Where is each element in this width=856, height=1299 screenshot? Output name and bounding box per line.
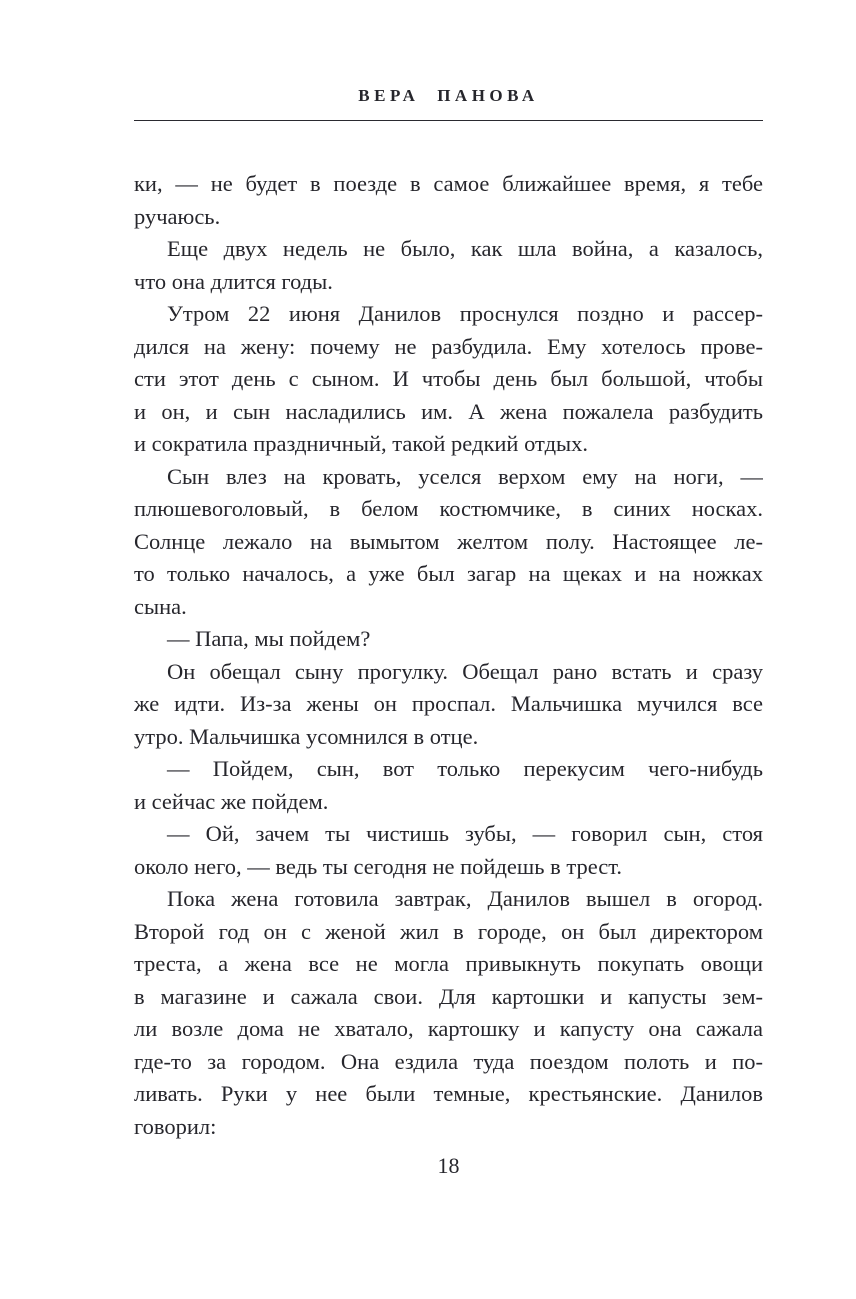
text-line: что она длится годы. (134, 268, 333, 294)
text-line: и сократила праздничный, такой редкий отдых. (134, 431, 589, 456)
text-line: треста, а жена все не могла привыкнуть покупать овощи (134, 951, 763, 976)
text-line: плюшевоголовый, в белом костюмчике, в синих носках. (134, 496, 763, 521)
paragraph (134, 753, 763, 818)
paragraph (134, 883, 763, 1143)
page-number: 18 (437, 1153, 460, 1178)
text-line: ки, — не будет в поезде в самое ближайшее время, я тебе (134, 171, 763, 196)
text-line: и сейчас же пойдем. (134, 788, 329, 814)
text-line: около него, — ведь ты сегодня не пойдешь в трест. (134, 853, 623, 879)
running-header (134, 86, 763, 106)
text-line: Пока жена готовила завтрак, Данилов вышел в огород. (167, 886, 763, 911)
paragraph (134, 623, 763, 656)
text-line: Солнце лежало на вымытом желтом полу. Настоящее ле- (134, 528, 763, 554)
page-body (134, 168, 763, 1143)
text-line: Сын влез на кровать, уселся верхом ему на ноги, — (167, 463, 763, 489)
text-line: — Папа, мы пойдем? (167, 626, 371, 651)
text-line: говорил: (134, 1113, 217, 1139)
text-line: утро. Мальчишка усомнился в отце. (134, 723, 479, 749)
text-line: — Ой, зачем ты чистишь зубы, — говорил сын, стоя (167, 821, 763, 846)
text-line: Он обещал сыну прогулку. Обещал рано встать и сразу (167, 658, 763, 684)
header-rule (134, 120, 763, 121)
text-line: же идти. Из-за жены он проспал. Мальчишка мучился все (134, 691, 763, 716)
text-line: сти этот день с сыном. И чтобы день был большой, чтобы (134, 366, 763, 391)
paragraph (134, 818, 763, 883)
paragraph (134, 656, 763, 754)
paragraph (134, 233, 763, 298)
paragraph (134, 298, 763, 461)
text-line: ливать. Руки у нее были темные, крестьянские. Данилов (134, 1081, 763, 1106)
text-line: в магазине и сажала свои. Для картошки и капусты зем- (134, 983, 763, 1009)
text-line: сына. (134, 593, 187, 619)
paragraph (134, 168, 763, 233)
text-line: ручаюсь. (134, 203, 221, 229)
text-line: Еще двух недель не было, как шла война, а казалось, (167, 236, 763, 261)
paragraph (134, 461, 763, 624)
text-line: дился на жену: почему не разбудила. Ему хотелось прове- (134, 333, 763, 359)
text-line: где-то за городом. Она ездила туда поездом полоть и по- (134, 1048, 763, 1074)
text-line: ли возле дома не хватало, картошку и капусту она сажала (134, 1016, 763, 1041)
text-line: Утром 22 июня Данилов проснулся поздно и рассер- (167, 301, 763, 326)
text-line: и он, и сын насладились им. А жена пожалела разбудить (134, 398, 763, 424)
author-name: ВЕРА ПАНОВА (358, 86, 539, 105)
text-line: Второй год он с женой жил в городе, он был директором (134, 918, 763, 944)
text-line: — Пойдем, сын, вот только перекусим чего-нибудь (167, 756, 763, 781)
text-line: то только началось, а уже был загар на щеках и на ножках (134, 561, 763, 586)
